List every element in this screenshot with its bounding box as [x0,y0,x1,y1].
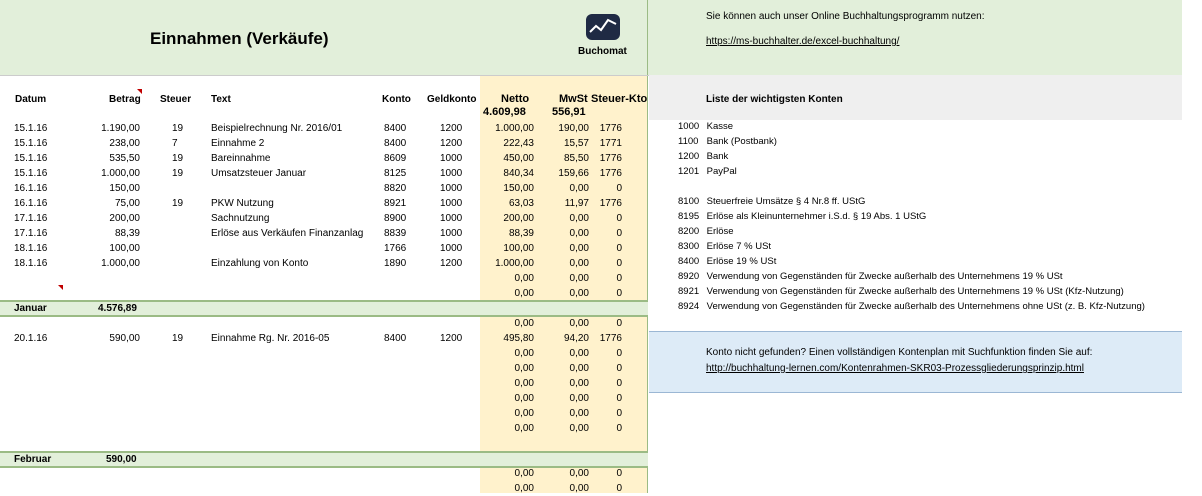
konto-number: 1201 [678,166,700,177]
konto-list-item [678,241,771,252]
cell-betrag[interactable]: 75,00 [114,198,140,209]
col-steuer-kto: Steuer-Kto [591,93,648,105]
cell-steuer-kto[interactable]: 1776 [599,333,622,344]
cell-mwst[interactable]: 0,00 [569,318,589,329]
konto-label: Bank (Postbank) [706,136,777,147]
cell-text[interactable]: Einnahme Rg. Nr. 2016-05 [211,333,330,344]
cell-mwst[interactable]: 0,00 [569,243,589,254]
cell-datum[interactable]: 15.1.16 [14,123,48,134]
cell-betrag[interactable]: 100,00 [109,243,140,254]
konto-list-item [678,121,733,132]
cell-mwst[interactable]: 15,57 [563,138,589,149]
cell-netto[interactable]: 0,00 [514,408,534,419]
logo-area [480,0,648,75]
col-betrag: Betrag [109,94,141,105]
cell-steuer-kto[interactable]: 1776 [599,198,622,209]
cell-betrag[interactable]: 1.000,00 [101,258,140,269]
cell-steuer-kto[interactable]: 0 [616,348,622,359]
table-row[interactable] [0,136,648,151]
konto-list-item [678,211,926,222]
cell-mwst[interactable]: 0,00 [569,483,589,494]
cell-steuer[interactable]: 19 [172,153,184,164]
table-row[interactable] [0,166,648,181]
cell-netto[interactable]: 0,00 [514,288,534,299]
col-text: Text [211,94,231,105]
cell-mwst[interactable]: 0,00 [569,348,589,359]
logo-text: Buchomat [578,46,627,57]
cell-datum[interactable]: 18.1.16 [14,258,48,269]
notice-box [649,331,1182,393]
konto-number: 8100 [678,196,700,207]
cell-datum[interactable]: 17.1.16 [14,213,48,224]
cell-mwst[interactable]: 94,20 [563,333,589,344]
konto-number: 1200 [678,151,700,162]
comment-marker [58,285,63,290]
cell-steuer[interactable]: 19 [172,198,184,209]
cell-steuer-kto[interactable]: 0 [616,258,622,269]
cell-text[interactable]: Erlöse aus Verkäufen Finanzanlag [211,228,364,239]
cell-betrag[interactable]: 1.000,00 [101,168,140,179]
cell-text[interactable]: Einzahlung von Konto [211,258,309,269]
cell-steuer-kto[interactable]: 0 [616,468,622,479]
cell-steuer-kto[interactable]: 0 [616,483,622,494]
cell-steuer-kto[interactable]: 0 [616,378,622,389]
cell-netto[interactable]: 0,00 [514,318,534,329]
cell-netto[interactable]: 495,80 [503,333,534,344]
table-row[interactable] [0,271,648,286]
sum-value: 590,00 [106,454,137,465]
cell-text[interactable]: Einnahme 2 [211,138,265,149]
col-konto: Konto [382,94,411,105]
cell-netto[interactable]: 0,00 [514,363,534,374]
table-row[interactable] [0,376,648,391]
kontenplan-link[interactable]: http://buchhaltung-lernen.com/Kontenrahmen-SKR03-Prozessgliederungsprinzip.html [706,363,1084,374]
cell-steuer[interactable]: 19 [172,333,184,344]
cell-datum[interactable]: 15.1.16 [14,153,48,164]
konto-number: 1100 [678,136,699,147]
table-row[interactable] [0,481,648,496]
cell-mwst[interactable]: 85,50 [563,153,589,164]
cell-datum[interactable]: 18.1.16 [14,243,48,254]
cell-mwst[interactable]: 0,00 [569,408,589,419]
col-steuer: Steuer [160,94,192,105]
cell-steuer-kto[interactable]: 0 [616,393,622,404]
cell-mwst[interactable]: 0,00 [569,468,589,479]
cell-geldkonto[interactable]: 1200 [440,123,463,134]
cell-netto[interactable]: 0,00 [514,483,534,494]
cell-konto[interactable]: 1890 [384,258,407,269]
cell-konto[interactable]: 8400 [384,333,407,344]
cell-steuer-kto[interactable]: 0 [616,423,622,434]
konto-label: Erlöse als Kleinunternehmer i.S.d. § 19 Abs. 1 UStG [706,211,927,222]
cell-steuer-kto[interactable]: 0 [616,228,622,239]
online-program-link[interactable]: https://ms-buchhalter.de/excel-buchhaltung/ [706,36,900,47]
konto-label: PayPal [706,166,737,177]
cell-netto[interactable]: 1.000,00 [495,258,534,269]
konto-list-item [678,151,728,162]
cell-datum[interactable]: 20.1.16 [14,333,48,344]
cell-netto[interactable]: 0,00 [514,393,534,404]
cell-mwst[interactable]: 0,00 [569,273,589,284]
cell-netto[interactable]: 0,00 [514,468,534,479]
sum-label: Januar [14,303,47,314]
konto-label: Verwendung von Gegenständen für Zwecke außerhalb des Unternehmens 19 % USt [706,271,1063,282]
konto-list-item [678,226,734,237]
table-row[interactable] [0,361,648,376]
cell-betrag[interactable]: 88,39 [114,228,140,239]
table-row[interactable] [0,316,648,331]
cell-text[interactable]: Bareinnahme [211,153,271,164]
table-row[interactable] [0,151,648,166]
table-row[interactable] [0,121,648,136]
table-row[interactable] [0,421,648,436]
cell-text[interactable]: Beispielrechnung Nr. 2016/01 [211,123,343,134]
cell-geldkonto[interactable]: 1200 [440,333,463,344]
col-datum: Datum [15,94,47,105]
konto-label: Verwendung von Gegenständen für Zwecke außerhalb des Unternehmens ohne USt (z. B. Kfz-Nutzung) [706,301,1145,312]
cell-betrag[interactable]: 1.190,00 [101,123,140,134]
konto-number: 8921 [678,286,700,297]
sum-row-januar [0,300,648,317]
cell-geldkonto[interactable]: 1000 [440,228,463,239]
konto-number: 8300 [678,241,700,252]
table-row[interactable] [0,466,648,481]
cell-konto[interactable]: 8900 [384,213,407,224]
konto-list-item [678,256,776,267]
cell-text[interactable]: Umsatzsteuer Januar [211,168,307,179]
cell-netto[interactable]: 0,00 [514,348,534,359]
cell-netto[interactable]: 840,34 [503,168,534,179]
konto-label: Erlöse 19 % USt [706,256,777,267]
cell-betrag[interactable]: 238,00 [109,138,140,149]
cell-steuer-kto[interactable]: 0 [616,408,622,419]
konto-list-item [678,286,1124,297]
cell-steuer[interactable]: 19 [172,168,184,179]
cell-mwst[interactable]: 0,00 [569,378,589,389]
sum-label: Februar [14,454,52,465]
konto-label: Kasse [706,121,734,132]
cell-geldkonto[interactable]: 1000 [440,243,463,254]
cell-netto[interactable]: 88,39 [508,228,534,239]
notice-text: Konto nicht gefunden? Einen vollständigen Kontenplan mit Suchfunktion finden Sie auf: [706,347,1093,358]
col-mwst: MwSt [559,93,588,105]
table-row[interactable] [0,406,648,421]
cell-konto[interactable]: 8400 [384,138,407,149]
cell-mwst[interactable]: 0,00 [569,213,589,224]
cell-geldkonto[interactable]: 1200 [440,138,463,149]
konto-list-item [678,166,737,177]
cell-mwst[interactable]: 190,00 [558,123,589,134]
konto-label: Verwendung von Gegenständen für Zwecke außerhalb des Unternehmens 19 % USt (Kfz-Nutzung) [706,286,1124,297]
konto-number: 8924 [678,301,700,312]
cell-datum[interactable]: 17.1.16 [14,228,48,239]
col-netto: Netto [501,93,530,105]
cell-mwst[interactable]: 0,00 [569,393,589,404]
cell-steuer[interactable]: 19 [172,123,184,134]
cell-netto[interactable]: 450,00 [503,153,534,164]
konto-number: 8200 [678,226,700,237]
konto-number: 8920 [678,271,700,282]
konto-label: Steuerfreie Umsätze § 4 Nr.8 ff. UStG [706,196,866,207]
cell-netto[interactable]: 0,00 [514,423,534,434]
cell-betrag[interactable]: 150,00 [109,183,140,194]
konto-label: Erlöse 7 % USt [706,241,772,252]
cell-netto[interactable]: 63,03 [508,198,534,209]
cell-geldkonto[interactable]: 1000 [440,153,463,164]
cell-geldkonto[interactable]: 1000 [440,213,463,224]
cell-geldkonto[interactable]: 1000 [440,168,463,179]
table-row[interactable] [0,181,648,196]
cell-steuer-kto[interactable]: 0 [616,318,622,329]
cell-steuer-kto[interactable]: 0 [616,183,622,194]
cell-konto[interactable]: 8125 [384,168,407,179]
konto-list-item [678,301,1145,312]
cell-mwst[interactable]: 0,00 [569,288,589,299]
cell-steuer-kto[interactable]: 0 [616,243,622,254]
table-row[interactable] [0,211,648,226]
mwst-total: 556,91 [552,106,586,118]
comment-marker [137,89,142,94]
konten-title: Liste der wichtigsten Konten [706,94,843,105]
cell-netto[interactable]: 150,00 [503,183,534,194]
konto-number: 1000 [678,121,700,132]
konto-list-item [678,196,865,207]
cell-mwst[interactable]: 0,00 [569,183,589,194]
cell-mwst[interactable]: 159,66 [558,168,589,179]
cell-netto[interactable]: 200,00 [503,213,534,224]
cell-betrag[interactable]: 590,00 [109,333,140,344]
cell-betrag[interactable]: 535,50 [109,153,140,164]
cell-mwst[interactable]: 11,97 [564,198,589,209]
cell-netto[interactable]: 1.000,00 [495,123,534,134]
cell-konto[interactable]: 8400 [384,123,407,134]
table-row[interactable] [0,196,648,211]
cell-steuer-kto[interactable]: 1776 [599,153,622,164]
cell-datum[interactable]: 15.1.16 [14,168,48,179]
cell-steuer-kto[interactable]: 0 [616,213,622,224]
table-row[interactable] [0,256,648,271]
table-row[interactable] [0,391,648,406]
cell-steuer-kto[interactable]: 1771 [599,138,622,149]
cell-netto[interactable]: 0,00 [514,273,534,284]
konto-number: 8400 [678,256,700,267]
cell-geldkonto[interactable]: 1200 [440,258,463,269]
netto-total: 4.609,98 [483,106,526,118]
buchomat-logo-icon [586,14,620,40]
cell-steuer-kto[interactable]: 0 [616,363,622,374]
logo-chart-icon [586,14,620,40]
cell-mwst[interactable]: 0,00 [569,228,589,239]
cell-mwst[interactable]: 0,00 [569,423,589,434]
konto-label: Erlöse [706,226,734,237]
cell-geldkonto[interactable]: 1000 [440,198,463,209]
cell-datum[interactable]: 16.1.16 [14,198,48,209]
cell-konto[interactable]: 8839 [384,228,407,239]
sum-value: 4.576,89 [98,303,137,314]
table-row[interactable] [0,241,648,256]
cell-netto[interactable]: 0,00 [514,378,534,389]
cell-text[interactable]: Sachnutzung [211,213,270,224]
table-row[interactable] [0,346,648,361]
cell-betrag[interactable]: 200,00 [109,213,140,224]
konto-number: 8195 [678,211,700,222]
info-line: Sie können auch unser Online Buchhaltungsprogramm nutzen: [706,11,985,22]
cell-mwst[interactable]: 0,00 [569,363,589,374]
cell-konto[interactable]: 8820 [384,183,407,194]
konto-label: Bank [706,151,729,162]
cell-steuer-kto[interactable]: 0 [616,273,622,284]
table-row[interactable] [0,226,648,241]
cell-konto[interactable]: 8609 [384,153,407,164]
cell-netto[interactable]: 100,00 [503,243,534,254]
col-geldkonto: Geldkonto [427,94,477,105]
cell-steuer-kto[interactable]: 1776 [599,123,622,134]
table-row[interactable] [0,331,648,346]
cell-konto[interactable]: 8921 [384,198,407,209]
page-title: Einnahmen (Verkäufe) [150,29,329,48]
cell-text[interactable]: PKW Nutzung [211,198,274,209]
cell-mwst[interactable]: 0,00 [569,258,589,269]
cell-steuer[interactable]: 7 [172,138,178,149]
konto-list-item [678,136,777,147]
cell-datum[interactable]: 15.1.16 [14,138,48,149]
cell-konto[interactable]: 1766 [384,243,407,254]
table-row[interactable] [0,286,648,301]
cell-steuer-kto[interactable]: 0 [616,288,622,299]
cell-datum[interactable]: 16.1.16 [14,183,48,194]
konto-list-item [678,271,1063,282]
cell-geldkonto[interactable]: 1000 [440,183,463,194]
cell-netto[interactable]: 222,43 [503,138,534,149]
cell-steuer-kto[interactable]: 1776 [599,168,622,179]
